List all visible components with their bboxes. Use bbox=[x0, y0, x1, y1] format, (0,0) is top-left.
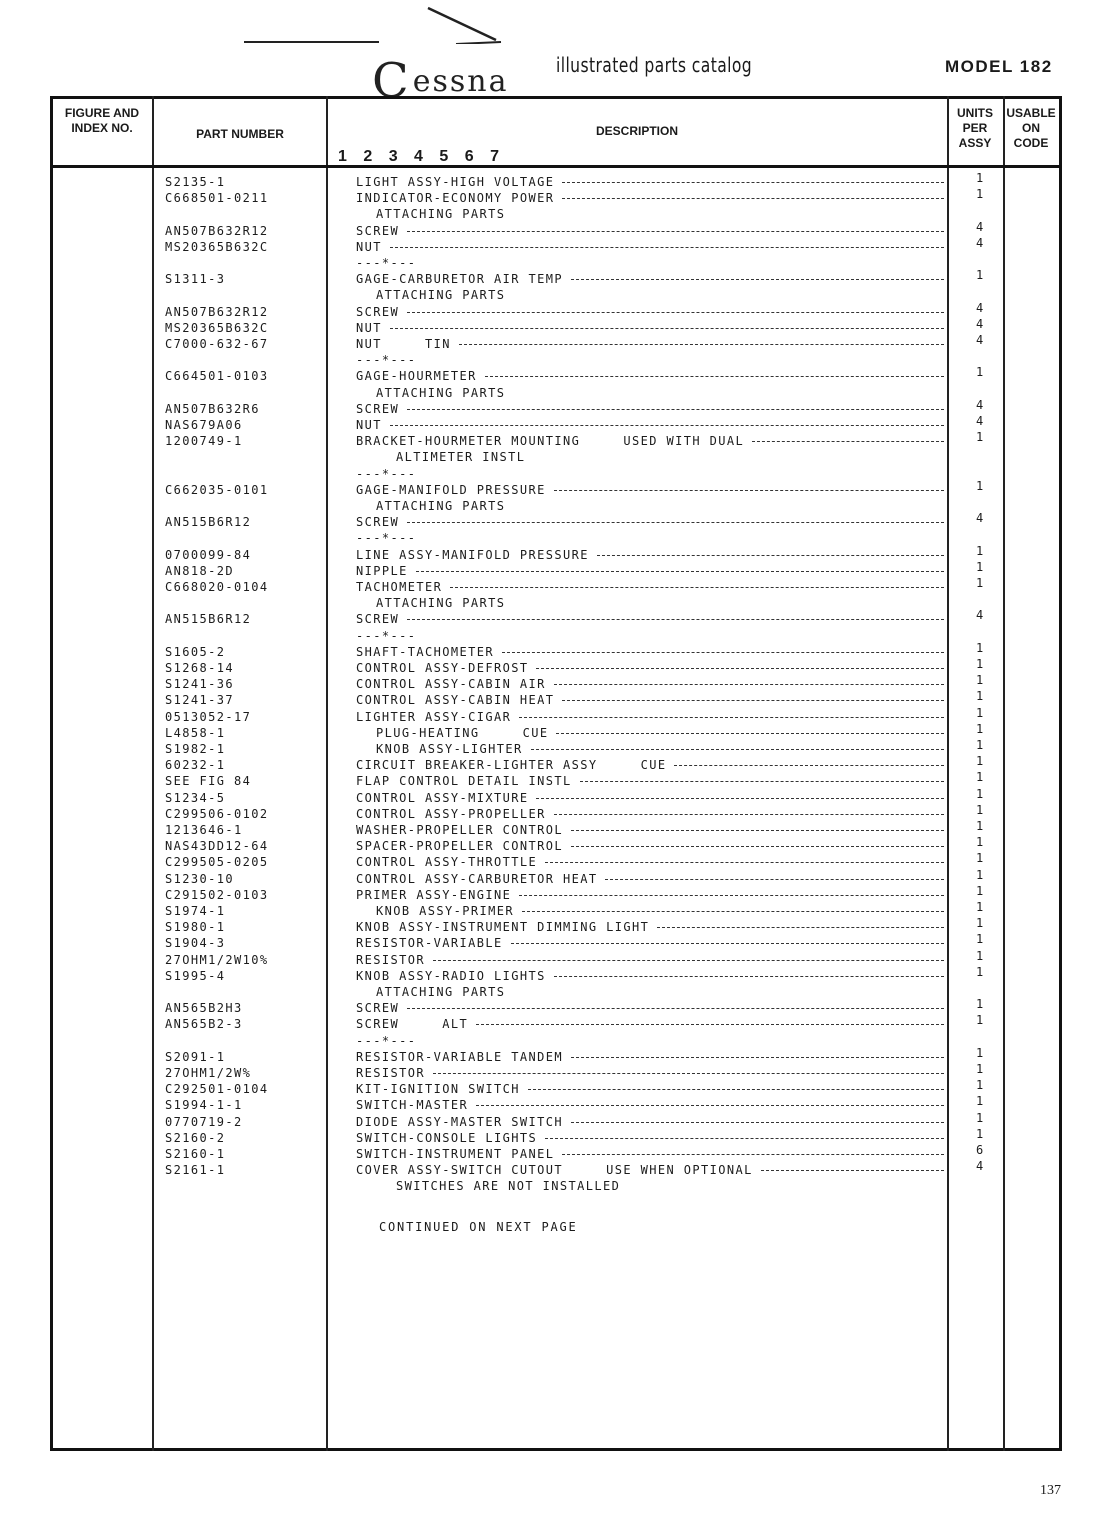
part-number: S1241-36 bbox=[165, 677, 234, 692]
description: CONTROL ASSY-DEFROST bbox=[356, 661, 529, 675]
dot-leader bbox=[459, 344, 944, 345]
description: GAGE-HOURMETER bbox=[356, 369, 477, 384]
column-divider bbox=[152, 96, 154, 1451]
part-number: S1980-1 bbox=[165, 920, 226, 935]
description: SCREW bbox=[356, 515, 400, 530]
units-per-assy: 1 bbox=[976, 754, 985, 769]
part-number: S2160-2 bbox=[165, 1130, 226, 1145]
units-per-assy: 1 bbox=[976, 673, 985, 688]
dot-leader bbox=[390, 328, 944, 329]
dot-leader bbox=[407, 522, 944, 523]
column-divider bbox=[326, 96, 328, 1451]
description: SWITCHES ARE NOT INSTALLED bbox=[396, 1179, 621, 1194]
description: KNOB ASSY-RADIO LIGHTS bbox=[356, 968, 546, 983]
units-per-assy: 1 bbox=[976, 1094, 985, 1109]
column-divider bbox=[1003, 96, 1005, 1451]
dot-leader bbox=[407, 409, 944, 410]
dot-leader bbox=[407, 1008, 944, 1009]
part-number: MS20365B632C bbox=[165, 239, 269, 254]
dot-leader bbox=[571, 279, 944, 280]
header-usable: USABLE ON CODE bbox=[1006, 106, 1056, 150]
description: GAGE-CARBURETOR AIR TEMP bbox=[356, 272, 563, 287]
part-number: SEE FIG 84 bbox=[165, 774, 252, 789]
part-number: S1230-10 bbox=[165, 871, 234, 886]
dot-leader bbox=[657, 927, 944, 928]
description: TACHOMETER bbox=[356, 580, 443, 594]
description: ATTACHING PARTS bbox=[376, 499, 506, 513]
description: INDICATOR-ECONOMY POWER bbox=[356, 191, 555, 206]
dot-leader bbox=[571, 830, 944, 831]
units-per-assy: 1 bbox=[976, 770, 985, 785]
dot-leader bbox=[580, 781, 945, 782]
description: NUT bbox=[356, 239, 382, 254]
description: ---*--- bbox=[356, 1033, 417, 1048]
part-number: AN565B2-3 bbox=[165, 1017, 243, 1032]
units-per-assy: 1 bbox=[976, 819, 985, 833]
description: CONTROL ASSY-THROTTLE bbox=[356, 855, 538, 870]
part-number: C662035-0101 bbox=[165, 482, 269, 497]
description: SCREW bbox=[356, 401, 400, 416]
dot-leader bbox=[407, 312, 944, 313]
units-per-assy: 1 bbox=[976, 802, 985, 817]
units-per-assy: 4 bbox=[976, 1159, 985, 1174]
units-per-assy: 1 bbox=[976, 478, 985, 493]
units-per-assy: 1 bbox=[976, 171, 985, 185]
logo-rule bbox=[244, 41, 379, 43]
description: RESISTOR-VARIABLE bbox=[356, 936, 503, 951]
dot-leader bbox=[536, 798, 944, 799]
part-number: 0770719-2 bbox=[165, 1114, 243, 1129]
units-per-assy: 4 bbox=[976, 300, 985, 315]
units-per-assy: 1 bbox=[976, 268, 985, 283]
header-separator bbox=[50, 165, 1062, 168]
brand-name bbox=[372, 47, 509, 109]
description: SCREW bbox=[356, 304, 400, 319]
dot-leader bbox=[554, 976, 944, 977]
units-per-assy: 1 bbox=[976, 1126, 985, 1141]
description: SCREW bbox=[356, 1001, 400, 1016]
dot-leader bbox=[407, 231, 944, 232]
brand-rest: essna bbox=[412, 64, 509, 99]
units-per-assy: 1 bbox=[976, 721, 985, 736]
dot-leader bbox=[531, 749, 944, 750]
dot-leader bbox=[554, 814, 944, 815]
dot-leader bbox=[752, 441, 944, 442]
part-number: S1234-5 bbox=[165, 790, 226, 805]
header-description: DESCRIPTION bbox=[595, 124, 678, 138]
description: PRIMER ASSY-ENGINE bbox=[356, 887, 512, 902]
part-number: C668501-0211 bbox=[165, 191, 269, 206]
description: ---*--- bbox=[356, 466, 417, 481]
description: LINE ASSY-MANIFOLD PRESSURE bbox=[356, 547, 589, 562]
units-per-assy: 1 bbox=[976, 1110, 985, 1125]
part-number: S2160-1 bbox=[165, 1147, 226, 1161]
part-number: C299506-0102 bbox=[165, 806, 269, 821]
header-units: UNITS PER ASSY bbox=[957, 106, 993, 150]
description: ---*--- bbox=[356, 531, 417, 546]
description: COVER ASSY-SWITCH CUTOUT USE WHEN OPTIONAL bbox=[356, 1163, 753, 1178]
description: SWITCH-INSTRUMENT PANEL bbox=[356, 1147, 555, 1161]
description: KIT-IGNITION SWITCH bbox=[356, 1082, 520, 1097]
dot-leader bbox=[556, 733, 944, 734]
dot-leader bbox=[761, 1170, 944, 1171]
dot-leader bbox=[390, 425, 944, 426]
units-per-assy: 1 bbox=[976, 689, 985, 704]
description: RESISTOR-VARIABLE TANDEM bbox=[356, 1049, 563, 1064]
dot-leader bbox=[476, 1105, 944, 1106]
description: ATTACHING PARTS bbox=[376, 288, 506, 303]
description: FLAP CONTROL DETAIL INSTL bbox=[356, 774, 572, 789]
description: RESISTOR bbox=[356, 952, 425, 967]
description: SHAFT-TACHOMETER bbox=[356, 644, 494, 659]
page-number: 137 bbox=[1040, 1483, 1061, 1498]
units-per-assy: 1 bbox=[976, 883, 985, 898]
part-number: C664501-0103 bbox=[165, 369, 269, 384]
catalog-title: illustrated parts catalog bbox=[556, 53, 753, 77]
part-number: AN507B632R12 bbox=[165, 223, 269, 238]
model-label: MODEL 182 bbox=[945, 57, 1053, 76]
units-per-assy: 6 bbox=[976, 1143, 985, 1157]
units-per-assy: 1 bbox=[976, 559, 985, 574]
dot-leader bbox=[502, 652, 944, 653]
part-number: S1995-4 bbox=[165, 968, 226, 983]
description: KNOB ASSY-LIGHTER bbox=[376, 742, 523, 756]
units-per-assy: 1 bbox=[976, 657, 985, 671]
description: KNOB ASSY-PRIMER bbox=[376, 904, 514, 918]
description: NIPPLE bbox=[356, 563, 408, 578]
part-number: C299505-0205 bbox=[165, 855, 269, 870]
description: KNOB ASSY-INSTRUMENT DIMMING LIGHT bbox=[356, 920, 650, 935]
units-per-assy: 4 bbox=[976, 333, 985, 347]
column-divider bbox=[947, 96, 949, 1451]
part-number: S1974-1 bbox=[165, 904, 226, 918]
part-number: NAS679A06 bbox=[165, 418, 243, 432]
dot-leader bbox=[522, 911, 944, 912]
description: ---*--- bbox=[356, 628, 417, 643]
units-per-assy: 4 bbox=[976, 235, 985, 250]
description: NUT TIN bbox=[356, 337, 451, 351]
part-number: 0513052-17 bbox=[165, 709, 252, 724]
part-number: S1268-14 bbox=[165, 661, 234, 675]
part-number: NAS43DD12-64 bbox=[165, 839, 269, 854]
dot-leader bbox=[519, 717, 944, 718]
units-per-assy: 1 bbox=[976, 365, 985, 380]
dot-leader bbox=[450, 587, 944, 588]
units-per-assy: 1 bbox=[976, 948, 985, 963]
description: SCREW bbox=[356, 612, 400, 627]
units-per-assy: 1 bbox=[976, 1013, 985, 1028]
part-number: S1994-1-1 bbox=[165, 1098, 243, 1113]
units-per-assy: 4 bbox=[976, 511, 985, 526]
units-per-assy: 1 bbox=[976, 835, 985, 850]
units-per-assy: 4 bbox=[976, 316, 985, 331]
description: PLUG-HEATING CUE bbox=[376, 725, 549, 740]
description: SPACER-PROPELLER CONTROL bbox=[356, 839, 563, 854]
description: SCREW bbox=[356, 223, 400, 238]
part-number: 60232-1 bbox=[165, 758, 226, 773]
part-number: C668020-0104 bbox=[165, 580, 269, 594]
units-per-assy: 1 bbox=[976, 430, 985, 445]
part-number: C291502-0103 bbox=[165, 887, 269, 902]
description: CIRCUIT BREAKER-LIGHTER ASSY CUE bbox=[356, 758, 667, 773]
dot-leader bbox=[433, 1073, 944, 1074]
part-number: 27OHM1/2W10% bbox=[165, 952, 269, 967]
part-number: C292501-0104 bbox=[165, 1082, 269, 1097]
description: DIODE ASSY-MASTER SWITCH bbox=[356, 1114, 563, 1129]
description: ATTACHING PARTS bbox=[376, 596, 506, 611]
dot-leader bbox=[519, 895, 944, 896]
units-per-assy: 1 bbox=[976, 705, 985, 720]
description: CONTROL ASSY-CABIN HEAT bbox=[356, 693, 555, 708]
description: WASHER-PROPELLER CONTROL bbox=[356, 823, 563, 837]
units-per-assy: 1 bbox=[976, 786, 985, 801]
part-number: 1200749-1 bbox=[165, 434, 243, 449]
description: BRACKET-HOURMETER MOUNTING USED WITH DUAL bbox=[356, 434, 745, 449]
description: SCREW ALT bbox=[356, 1017, 469, 1032]
units-per-assy: 1 bbox=[976, 1045, 985, 1060]
description: RESISTOR bbox=[356, 1066, 425, 1080]
units-per-assy: 1 bbox=[976, 738, 985, 752]
description: ALTIMETER INSTL bbox=[396, 450, 526, 465]
dot-leader bbox=[597, 555, 944, 556]
description: ATTACHING PARTS bbox=[376, 985, 506, 999]
part-number: 0700099-84 bbox=[165, 547, 252, 562]
part-number: S1904-3 bbox=[165, 936, 226, 951]
description: GAGE-MANIFOLD PRESSURE bbox=[356, 482, 546, 497]
part-number: AN515B6R12 bbox=[165, 515, 252, 530]
dot-leader bbox=[605, 879, 944, 880]
part-number: S2135-1 bbox=[165, 175, 226, 189]
units-per-assy: 1 bbox=[976, 867, 985, 882]
dot-leader bbox=[545, 1138, 944, 1139]
part-number: S2161-1 bbox=[165, 1163, 226, 1178]
description: ATTACHING PARTS bbox=[376, 207, 506, 222]
dot-leader bbox=[416, 571, 944, 572]
dot-leader bbox=[536, 668, 944, 669]
cessna-logo-icon bbox=[366, 4, 536, 44]
description: SWITCH-CONSOLE LIGHTS bbox=[356, 1130, 538, 1145]
description: NUT bbox=[356, 418, 382, 432]
part-number: AN507B632R12 bbox=[165, 304, 269, 319]
description: NUT bbox=[356, 320, 382, 335]
dot-leader bbox=[562, 1154, 944, 1155]
description: CONTROL ASSY-CARBURETOR HEAT bbox=[356, 871, 598, 886]
part-number: 1213646-1 bbox=[165, 823, 243, 837]
dot-leader bbox=[562, 182, 944, 183]
units-per-assy: 1 bbox=[976, 543, 985, 558]
dot-leader bbox=[433, 960, 944, 961]
brand-initial: C bbox=[372, 53, 411, 109]
units-per-assy: 4 bbox=[976, 608, 985, 623]
part-number: S1241-37 bbox=[165, 693, 234, 708]
dot-leader bbox=[562, 700, 944, 701]
units-per-assy: 1 bbox=[976, 964, 985, 979]
description: CONTROL ASSY-CABIN AIR bbox=[356, 677, 546, 692]
part-number: S2091-1 bbox=[165, 1049, 226, 1064]
dot-leader bbox=[674, 765, 944, 766]
part-number: MS20365B632C bbox=[165, 320, 269, 335]
dot-leader bbox=[554, 684, 944, 685]
units-per-assy: 4 bbox=[976, 219, 985, 234]
units-per-assy: 1 bbox=[976, 576, 985, 590]
description: CONTROL ASSY-PROPELLER bbox=[356, 806, 546, 821]
units-per-assy: 1 bbox=[976, 187, 985, 202]
dot-leader bbox=[571, 846, 944, 847]
units-per-assy: 1 bbox=[976, 1062, 985, 1076]
description: SWITCH-MASTER bbox=[356, 1098, 469, 1113]
description: LIGHT ASSY-HIGH VOLTAGE bbox=[356, 175, 555, 189]
part-number: S1982-1 bbox=[165, 742, 226, 756]
header-part-number: PART NUMBER bbox=[196, 127, 284, 141]
dot-leader bbox=[407, 619, 944, 620]
part-number: C7000-632-67 bbox=[165, 337, 269, 351]
part-number: L4858-1 bbox=[165, 725, 226, 740]
dot-leader bbox=[545, 862, 944, 863]
units-per-assy: 1 bbox=[976, 851, 985, 866]
units-per-assy: 1 bbox=[976, 640, 985, 655]
dot-leader bbox=[562, 198, 944, 199]
part-number: AN515B6R12 bbox=[165, 612, 252, 627]
units-per-assy: 1 bbox=[976, 900, 985, 914]
part-number: 27OHM1/2W% bbox=[165, 1066, 252, 1080]
dot-leader bbox=[528, 1089, 944, 1090]
description: LIGHTER ASSY-CIGAR bbox=[356, 709, 512, 724]
dot-leader bbox=[554, 490, 944, 491]
dot-leader bbox=[571, 1122, 944, 1123]
dot-leader bbox=[511, 943, 944, 944]
description: CONTROL ASSY-MIXTURE bbox=[356, 790, 529, 805]
units-per-assy: 1 bbox=[976, 916, 985, 931]
indent-digits: 1 2 3 4 5 6 7 bbox=[338, 148, 505, 165]
part-number: AN818-2D bbox=[165, 563, 234, 578]
dot-leader bbox=[485, 376, 944, 377]
units-per-assy: 1 bbox=[976, 1078, 985, 1093]
units-per-assy: 4 bbox=[976, 414, 985, 428]
part-number: AN507B632R6 bbox=[165, 401, 260, 416]
units-per-assy: 4 bbox=[976, 397, 985, 412]
dot-leader bbox=[390, 247, 944, 248]
dot-leader bbox=[571, 1057, 944, 1058]
units-per-assy: 1 bbox=[976, 997, 985, 1012]
part-number: AN565B2H3 bbox=[165, 1001, 243, 1016]
units-per-assy: 1 bbox=[976, 932, 985, 947]
description: ---*--- bbox=[356, 256, 417, 270]
description: ATTACHING PARTS bbox=[376, 385, 506, 400]
continued-note: CONTINUED ON NEXT PAGE bbox=[379, 1220, 578, 1234]
dot-leader bbox=[476, 1024, 944, 1025]
part-number: S1605-2 bbox=[165, 644, 226, 659]
header-figure: FIGURE AND INDEX NO. bbox=[64, 106, 140, 135]
description: ---*--- bbox=[356, 353, 417, 368]
part-number: S1311-3 bbox=[165, 272, 226, 287]
